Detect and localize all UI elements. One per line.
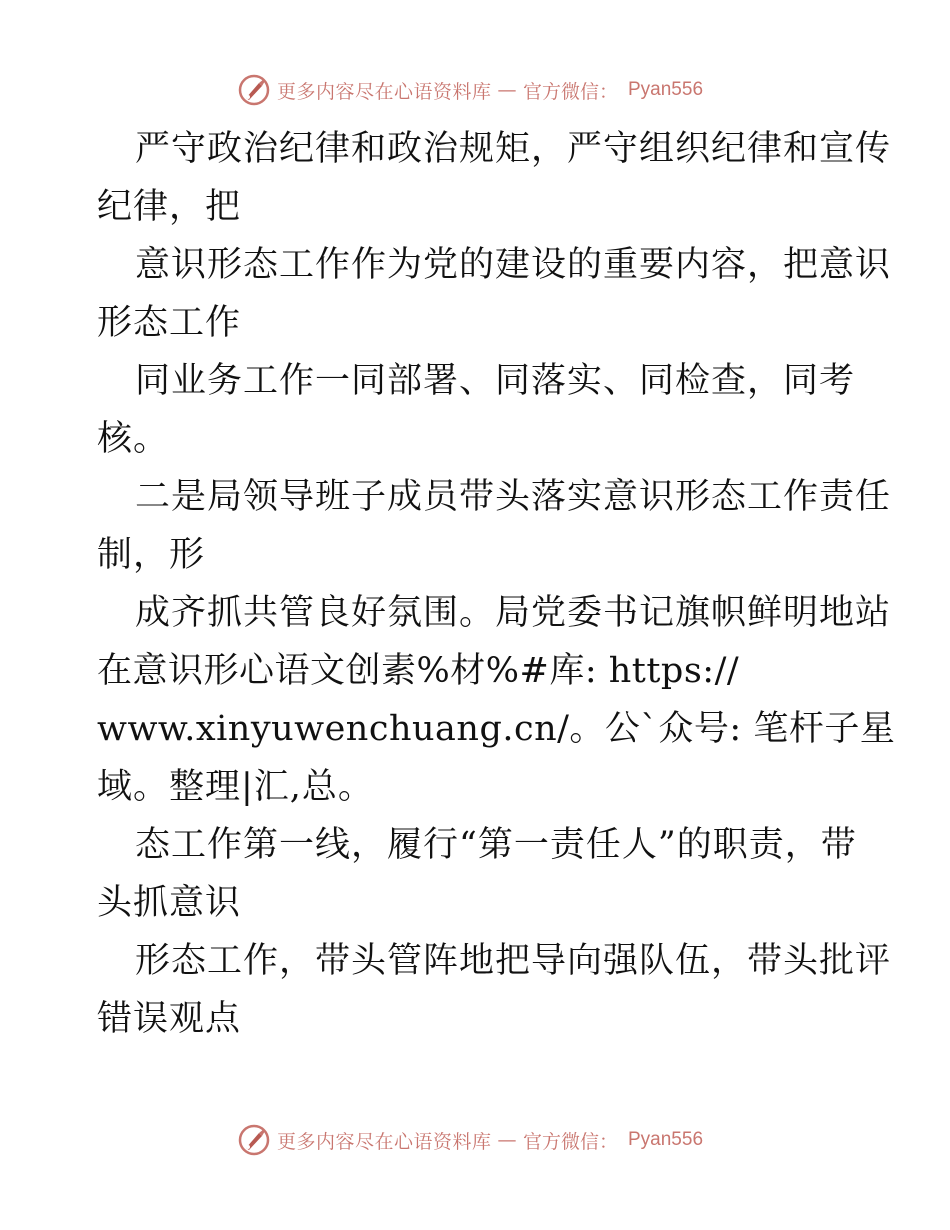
body-line: 核。 xyxy=(97,419,170,459)
body-line: 意识形态工作作为党的建设的重要内容，把意识 xyxy=(135,245,892,285)
document-body xyxy=(97,120,896,1048)
banner-title: 更多内容尽在心语资料库 xyxy=(276,80,492,103)
banner-inner xyxy=(237,73,703,107)
body-line: 在意识形心语文创素%材%#库: https:// xyxy=(97,651,740,691)
body-line: 形态工作，带头管阵地把导向强队伍，带头批评 xyxy=(135,941,892,981)
body-line: 域。整理|汇,总。 xyxy=(97,767,374,807)
banner-wechat-id: Pyan556 xyxy=(628,79,704,100)
body-line: 二是局领导班子成员带头落实意识形态工作责任 xyxy=(135,477,892,517)
body-line: www.xinyuwenchuang.cn/。公`众号: 笔杆子星 xyxy=(97,709,896,749)
body-line: 错误观点 xyxy=(97,999,242,1039)
body-line: 态工作第一线，履行“第一责任人”的职责，带 xyxy=(135,825,857,865)
body-line: 形态工作 xyxy=(97,303,242,343)
body-line: 制，形 xyxy=(97,535,206,575)
banner-wechat-label: 官方微信： xyxy=(522,80,618,103)
footer-watermark-banner xyxy=(0,1120,950,1160)
body-line: 纪律，把 xyxy=(97,187,242,227)
banner-wechat-label: 官方微信： xyxy=(522,1130,618,1153)
body-line: 严守政治纪律和政治规矩，严守组织纪律和宣传 xyxy=(135,129,892,169)
banner-dash: — xyxy=(497,79,517,101)
body-line: 成齐抓共管良好氛围。局党委书记旗帜鲜明地站 xyxy=(135,593,892,633)
body-line: 同业务工作一同部署、同落实、同检查，同考 xyxy=(135,361,856,401)
banner-inner xyxy=(237,1123,703,1157)
quill-pen-icon xyxy=(237,1123,271,1157)
quill-pen-icon xyxy=(237,73,271,107)
body-line: 头抓意识 xyxy=(97,883,242,923)
banner-title: 更多内容尽在心语资料库 xyxy=(276,1130,492,1153)
header-watermark-banner xyxy=(0,70,950,110)
banner-wechat-id: Pyan556 xyxy=(628,1129,704,1150)
banner-dash: — xyxy=(497,1129,517,1151)
